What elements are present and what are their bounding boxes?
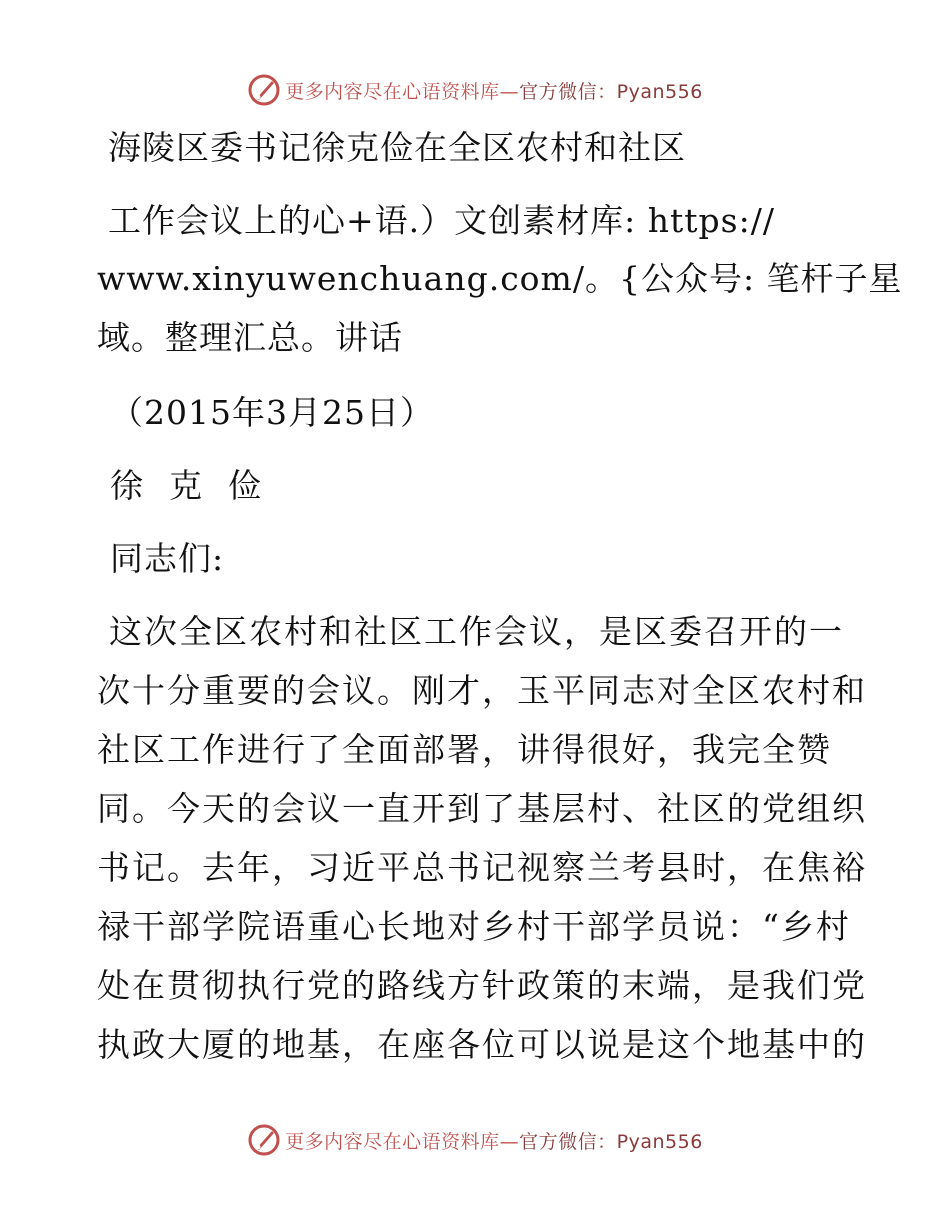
- speech-date: （2015年3月25日）: [110, 393, 434, 432]
- banner-wechat-text: 官方微信：Pyan556: [519, 80, 703, 103]
- paragraph-line: 次十分重要的会议。刚才，玉平同志对全区农村和: [97, 671, 867, 710]
- author-char: 徐: [110, 466, 143, 505]
- source-line: 域。整理汇总。讲话: [97, 318, 403, 357]
- banner-text: [285, 77, 703, 104]
- greeting: 同志们:: [110, 539, 225, 578]
- author-char: 俭: [228, 466, 261, 505]
- paragraph-line: 同。今天的会议一直开到了基层村、社区的党组织: [97, 789, 867, 828]
- url-line: www.xinyuwenchuang.com/。{公众号: 笔杆子星: [97, 259, 903, 298]
- title-line-1: 海陵区委书记徐克俭在全区农村和社区: [108, 128, 686, 167]
- header-banner: [0, 70, 950, 110]
- author-char: 克: [169, 466, 202, 505]
- paragraph-line: 书记。去年，习近平总书记视察兰考县时，在焦裕: [97, 848, 867, 887]
- banner-site-text: 更多内容尽在心语资料库—: [285, 1130, 520, 1153]
- banner-text: [285, 1127, 703, 1154]
- quill-logo-icon: [247, 1123, 281, 1157]
- quill-logo-icon: [247, 73, 281, 107]
- author-name: [110, 466, 287, 506]
- paragraph-line: 处在贯彻执行党的路线方针政策的末端，是我们党: [97, 966, 867, 1005]
- paragraph-line: 这次全区农村和社区工作会议，是区委召开的一: [109, 612, 844, 651]
- title-line-2: 工作会议上的心+语.）文创素材库: https://: [108, 201, 775, 240]
- banner-wechat-text: 官方微信：Pyan556: [519, 1130, 703, 1153]
- paragraph-line: 社区工作进行了全面部署，讲得很好，我完全赞: [97, 730, 832, 769]
- footer-banner: [0, 1120, 950, 1160]
- paragraph-line: 执政大厦的地基，在座各位可以说是这个地基中的: [97, 1025, 867, 1064]
- paragraph-line: 禄干部学院语重心长地对乡村干部学员说：“乡村: [97, 907, 851, 946]
- banner-site-text: 更多内容尽在心语资料库—: [285, 80, 520, 103]
- body-paragraph: [97, 612, 867, 1084]
